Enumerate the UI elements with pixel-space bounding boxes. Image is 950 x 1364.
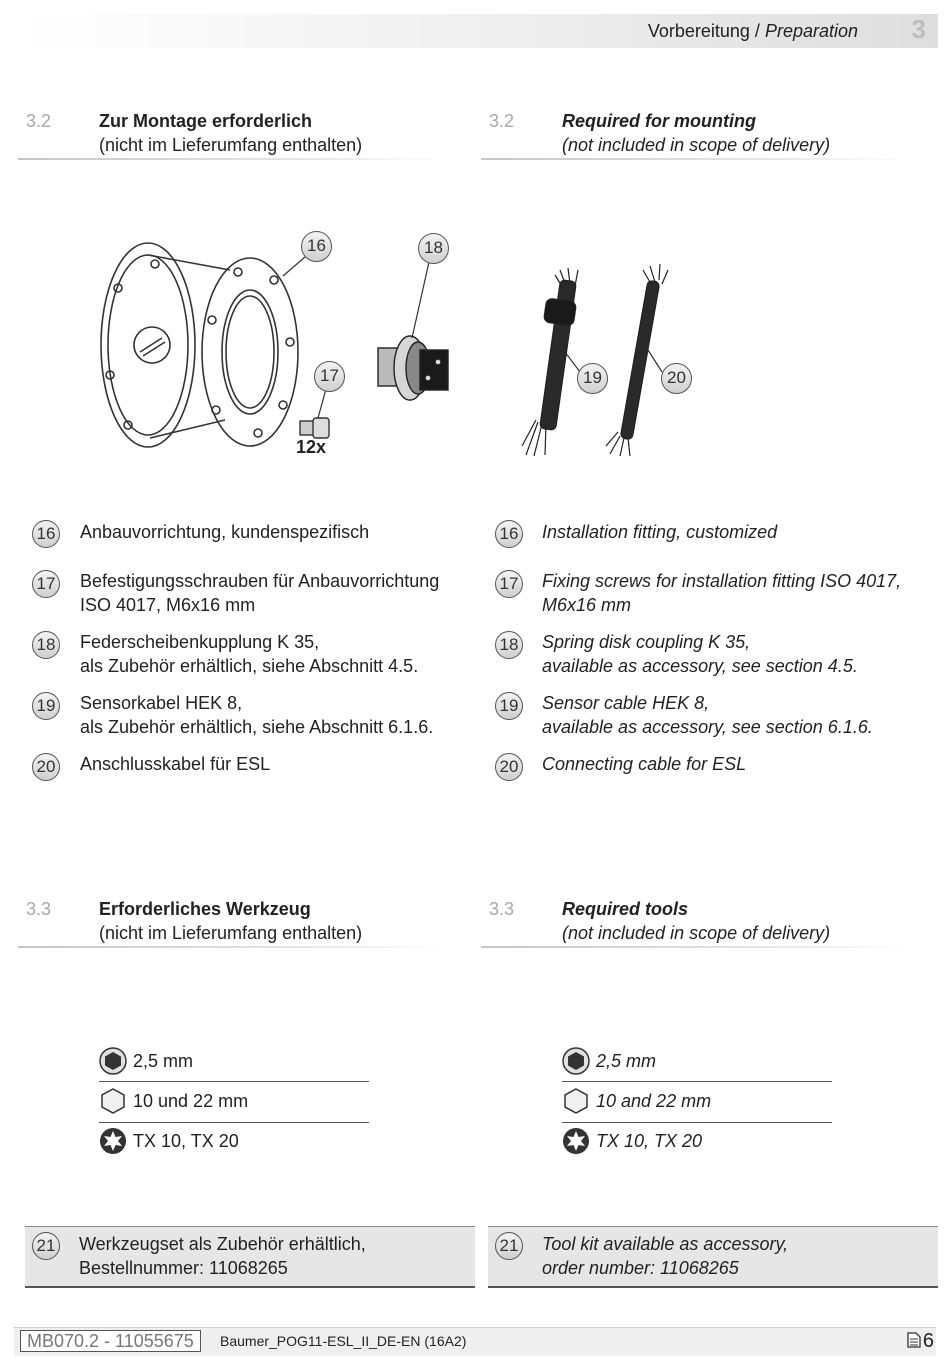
tool-divider [562,1081,832,1082]
item-badge-20: 20 [32,753,60,781]
tool-label: 2,5 mm [133,1051,194,1071]
section-subtitle-de: (nicht im Lieferumfang enthalten) [99,923,363,943]
sensor-cable-drawing [522,268,578,456]
section-number-en: 3.3 [489,899,515,919]
section-number-en: 3.2 [489,111,515,131]
section-title-en: Required for mounting [562,111,756,131]
page-title-de: Vorbereitung / [647,21,760,41]
page-number-value: 6 [922,1330,934,1352]
hex-wrench-icon [562,1087,590,1115]
torx-icon [99,1127,127,1155]
item-text-de: Federscheibenkupplung K 35, als Zubehör erhältlich, siehe Abschnitt 4.5. [80,632,419,676]
tool-label: 10 und 22 mm [133,1091,249,1111]
section-rule [481,158,911,160]
page-title-en: Preparation [764,21,858,41]
tool-label: TX 10, TX 20 [596,1131,703,1151]
hex-key-icon [562,1047,590,1075]
item-badge-16: 16 [32,520,60,548]
screw-drawing [300,418,329,438]
item-badge-19: 19 [495,692,523,720]
section-rule [481,946,911,948]
section-title-en: Required tools [562,899,689,919]
torx-icon [562,1127,590,1155]
hex-wrench-icon [99,1087,127,1115]
section-title-de: Zur Montage erforderlich [99,111,313,131]
section-number-de: 3.2 [26,111,52,131]
note-badge: 21 [32,1232,60,1260]
document-name: Baumer_POG11-ESL_II_DE-EN (16A2) [220,1333,467,1349]
callout-19: 19 [577,363,608,394]
tool-divider [99,1122,369,1123]
callout-18: 18 [418,233,449,264]
item-badge-20: 20 [495,753,523,781]
item-badge-17: 17 [495,570,523,598]
item-badge-18: 18 [32,631,60,659]
tool-label: TX 10, TX 20 [133,1131,239,1151]
item-badge-18: 18 [495,631,523,659]
item-badge-17: 17 [32,570,60,598]
item-text-en: Installation fitting, customized [542,522,778,542]
note-badge: 21 [495,1232,523,1260]
item-text-en: Sensor cable HEK 8, available as accessory, see section 6.1.6. [542,693,873,737]
tool-label: 2,5 mm [596,1051,657,1071]
screw-quantity: 12x [296,437,327,457]
note-text-en: Tool kit available as accessory, order number: 11068265 [542,1234,789,1278]
callout-17: 17 [314,361,345,392]
section-subtitle-de: (nicht im Lieferumfang enthalten) [99,135,363,155]
coupling-drawing [378,336,448,400]
installation-fitting-drawing [101,243,298,447]
document-id: MB070.2 - 11055675 [20,1330,201,1352]
item-text-de: Befestigungsschrauben für Anbauvorrichtung ISO 4017, M6x16 mm [80,571,440,615]
section-rule [18,158,448,160]
connecting-cable-drawing [606,264,668,456]
section-title-de: Erforderliches Werkzeug [99,899,311,919]
item-text-de: Anschlusskabel für ESL [80,754,271,774]
item-badge-19: 19 [32,692,60,720]
section-number-de: 3.3 [26,899,52,919]
page-icon [907,1332,921,1348]
callout-20: 20 [661,363,692,394]
chapter-number: 3 [911,14,926,44]
note-text-de: Werkzeugset als Zubehör erhältlich, Bestellnummer: 11068265 [79,1234,366,1278]
item-badge-16: 16 [495,520,523,548]
page-title [648,21,858,42]
item-text-en: Fixing screws for installation fitting ISO 4017, M6x16 mm [542,571,902,615]
hex-key-icon [99,1047,127,1075]
callout-16: 16 [301,231,332,262]
section-subtitle-en: (not included in scope of delivery) [562,923,831,943]
item-text-de: Anbauvorrichtung, kundenspezifisch [80,522,370,542]
item-text-en: Spring disk coupling K 35, available as accessory, see section 4.5. [542,632,858,676]
tool-divider [562,1122,832,1123]
item-text-en: Connecting cable for ESL [542,754,747,774]
item-text-de: Sensorkabel HEK 8, als Zubehör erhältlich, siehe Abschnitt 6.1.6. [80,693,434,737]
mounting-parts-illustration [0,200,950,480]
page-number [907,1330,934,1353]
tool-divider [99,1081,369,1082]
section-subtitle-en: (not included in scope of delivery) [562,135,831,155]
tool-label: 10 and 22 mm [596,1091,712,1111]
section-rule [18,946,448,948]
